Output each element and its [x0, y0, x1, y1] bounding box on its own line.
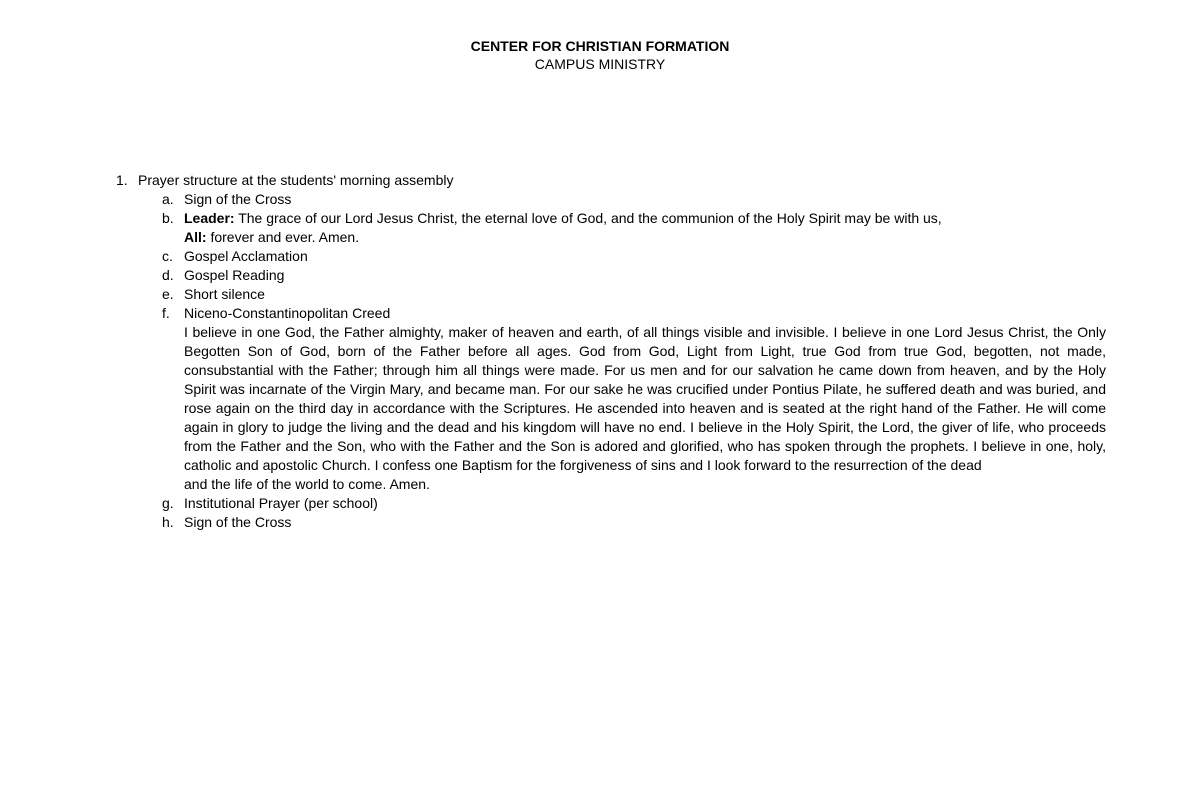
sub-item-text: Sign of the Cross: [184, 191, 292, 207]
sub-item-a: [162, 190, 1106, 209]
sub-item-letter: f.: [162, 305, 170, 321]
list-item-1: [116, 171, 1106, 190]
creed-text: I believe in one God, the Father almighty, maker of heaven and earth, of all things visible and invisible. I believe in one Lord Jesus Christ, the Only Begotten Son of God, born of the Father before all ages. God from God, Light from Light, true God from true God, begotten, not made, consubstantial with the Father; through him all things were made. For us men and for our salvation he came down from heaven, and by the Holy Spirit was incarnate of the Virgin Mary, and became man. For our sake he was crucified under Pontius Pilate, he suffered death and was buried, and rose again on the third day in accordance with the Scriptures. He ascended into heaven and is seated at the right hand of the Father. He will come again in glory to judge the living and the dead and his kingdom will have no end. I believe in the Holy Spirit, the Lord, the giver of life, who proceeds from the Father and the Son, who with the Father and the Son is adored and glorified, who has spoken through the prophets. I believe in one, holy, catholic and apostolic Church. I confess one Baptism for the forgiveness of sins and I look forward to the resurrection of the dead: [184, 324, 1106, 473]
header-title: CENTER FOR CHRISTIAN FORMATION: [470, 38, 730, 54]
sub-item-letter: h.: [162, 514, 174, 530]
all-line: [184, 228, 1106, 247]
sub-item-letter: c.: [162, 248, 173, 264]
creed-ending: and the life of the world to come. Amen.: [184, 476, 430, 492]
sub-item-h: [162, 513, 1106, 532]
list-heading: Prayer structure at the students' morning assembly: [138, 172, 454, 188]
sub-item-letter: d.: [162, 267, 174, 283]
header-subtitle: CAMPUS MINISTRY: [534, 56, 666, 72]
leader-text: The grace of our Lord Jesus Christ, the eternal love of God, and the communion of the Holy Spirit may be with us,: [234, 210, 942, 226]
sub-item-text: Short silence: [184, 286, 265, 302]
sub-item-text: Gospel Acclamation: [184, 248, 308, 264]
sub-item-d: [162, 266, 1106, 285]
list-number: 1.: [116, 172, 128, 188]
document-header: [0, 37, 1200, 73]
all-label: All:: [184, 229, 207, 245]
sub-item-letter: e.: [162, 286, 174, 302]
sub-item-letter: b.: [162, 210, 174, 226]
sub-item-text: Gospel Reading: [184, 267, 285, 283]
prayer-structure-list: [116, 171, 1106, 532]
sub-item-e: [162, 285, 1106, 304]
all-text: forever and ever. Amen.: [206, 229, 360, 245]
sub-item-c: [162, 247, 1106, 266]
sub-item-text: Sign of the Cross: [184, 514, 292, 530]
sub-item-g: [162, 494, 1106, 513]
sub-item-text: Niceno-Constantinopolitan Creed: [184, 305, 391, 321]
sub-item-f: [162, 304, 1106, 494]
sub-item-text: Institutional Prayer (per school): [184, 495, 378, 511]
sub-item-letter: a.: [162, 191, 174, 207]
sub-item-b: [162, 209, 1106, 247]
sublist: [116, 190, 1106, 532]
sub-item-letter: g.: [162, 495, 174, 511]
leader-line: [184, 209, 1106, 228]
leader-label: Leader:: [184, 210, 235, 226]
